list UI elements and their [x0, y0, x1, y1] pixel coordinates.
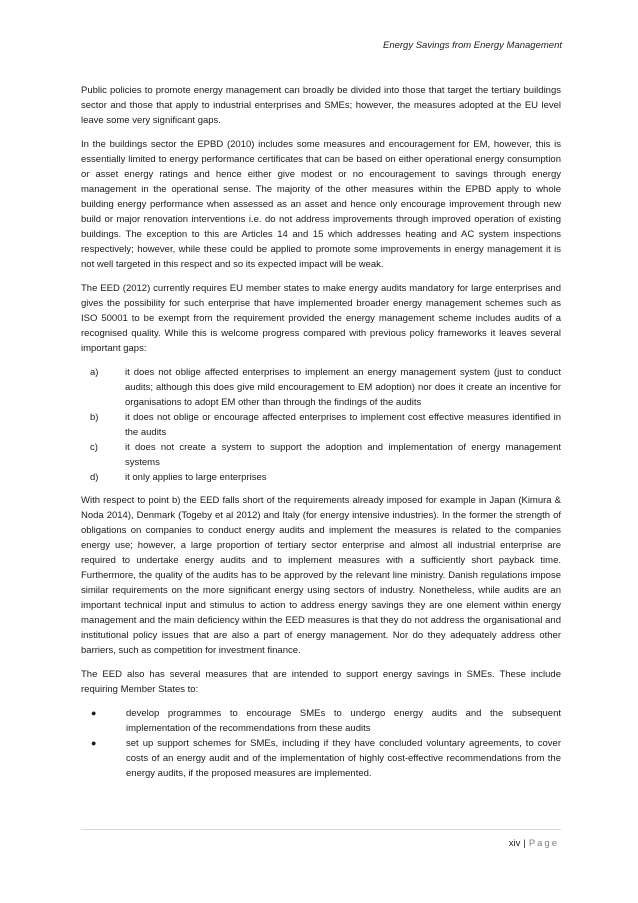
page-number: xiv: [508, 838, 521, 849]
list-item: [90, 706, 561, 736]
bullet-icon: ●: [91, 738, 97, 748]
list-marker: d): [90, 472, 99, 483]
running-header: Energy Savings from Energy Management: [382, 40, 562, 51]
list-item-text: set up support schemes for SMEs, including if they have concluded voluntary agreements, to cover costs of an energy audit and of the implementation of highly cost-effective recommendations from the energy audits, if the proposed measures are implemented.: [126, 738, 561, 779]
list-marker: a): [90, 367, 99, 378]
page-body: [81, 83, 561, 787]
footer-separator: |: [523, 838, 526, 849]
list-item-text: it does not oblige affected enterprises to implement an energy management system (just to conduct audits; although this does give mild encouragement to EM adoption) nor does it create an incentive for organisations to adopt EM other than through the findings of the audits: [125, 367, 561, 408]
list-item: [90, 470, 561, 485]
page-footer: [509, 838, 559, 849]
bullet-icon: ●: [91, 708, 97, 718]
list-item-text: it does not oblige or encourage affected enterprises to implement cost effective measures identified in the audits: [125, 412, 561, 438]
footer-divider: [81, 829, 561, 830]
sme-measures-list: [81, 706, 561, 781]
paragraph-intro: Public policies to promote energy management can broadly be divided into those that target the tertiary buildings sector and those that apply to industrial enterprises and SMEs; however, the measures adopted at the EU level leave some very significant gaps.: [81, 85, 561, 126]
paragraph-point-b: With respect to point b) the EED falls short of the requirements already imposed for example in Japan (Kimura & Noda 2014), Denmark (Togeby et al 2012) and Italy (for energy intensive industries). In the former the strength of obligations on companies to conduct energy audits and implement the measures is related to the companies energy use; however, a large proportion of tertiary sector enterprise and almost all industrial enterprise are required to undertake energy audits and to implement measures with a sufficiently short payback time. Furthermore, the quality of the audits has to be approved by the relevant line ministry. Danish regulations impose similar requirements on the more significant energy using sectors of industry. Nonetheless, while audits are an important technical input and stimulus to action to address energy savings they are one element within energy management and the main deficiency within the EED measures is that they do not address the organisational and institutional policy issues that are also a part of energy management. Nor do they adequately address other barriers, such as competition for investment finance.: [81, 495, 561, 656]
list-item-text: develop programmes to encourage SMEs to undergo energy audits and the subsequent implementation of the recommendations from these audits: [126, 708, 561, 734]
page-label: Page: [528, 838, 559, 849]
paragraph-smes: The EED also has several measures that are intended to support energy savings in SMEs. These include requiring Member States to:: [81, 669, 561, 695]
gaps-list: [81, 365, 561, 485]
list-item: [90, 365, 561, 410]
list-item: [90, 736, 561, 781]
list-item: [90, 410, 561, 440]
list-item: [90, 440, 561, 470]
list-item-text: it does not create a system to support the adoption and implementation of energy management systems: [125, 442, 561, 468]
list-item-text: it only applies to large enterprises: [125, 472, 267, 483]
paragraph-buildings: In the buildings sector the EPBD (2010) includes some measures and encouragement for EM, however, this is essentially limited to energy performance certificates that can be based on either operational energy consumption or asset energy ratings and hence either give modest or no encouragement to savings through energy management in the operational sense. The majority of the other measures within the EPBD apply to whole building energy performance when assessed as an asset and hence only encourage improvement through new build or major renovation interventions i.e. do not address improvements through improved operation of existing buildings. The exception to this are Articles 14 and 15 which addresses heating and AC system inspections respectively; however, while these could be applied to promote some improvements in energy management it is not well targeted in this respect and so its expected impact will be weak.: [81, 139, 561, 270]
list-marker: b): [90, 412, 99, 423]
paragraph-eed: The EED (2012) currently requires EU member states to make energy audits mandatory for large enterprises and gives the possibility for such enterprise that have implemented broader energy management schemes such as ISO 50001 to be exempt from the requirement provided the energy management scheme includes audits of a recognised quality. While this is welcome progress compared with previous policy frameworks it leaves several important gaps:: [81, 283, 561, 354]
list-marker: c): [90, 442, 98, 453]
